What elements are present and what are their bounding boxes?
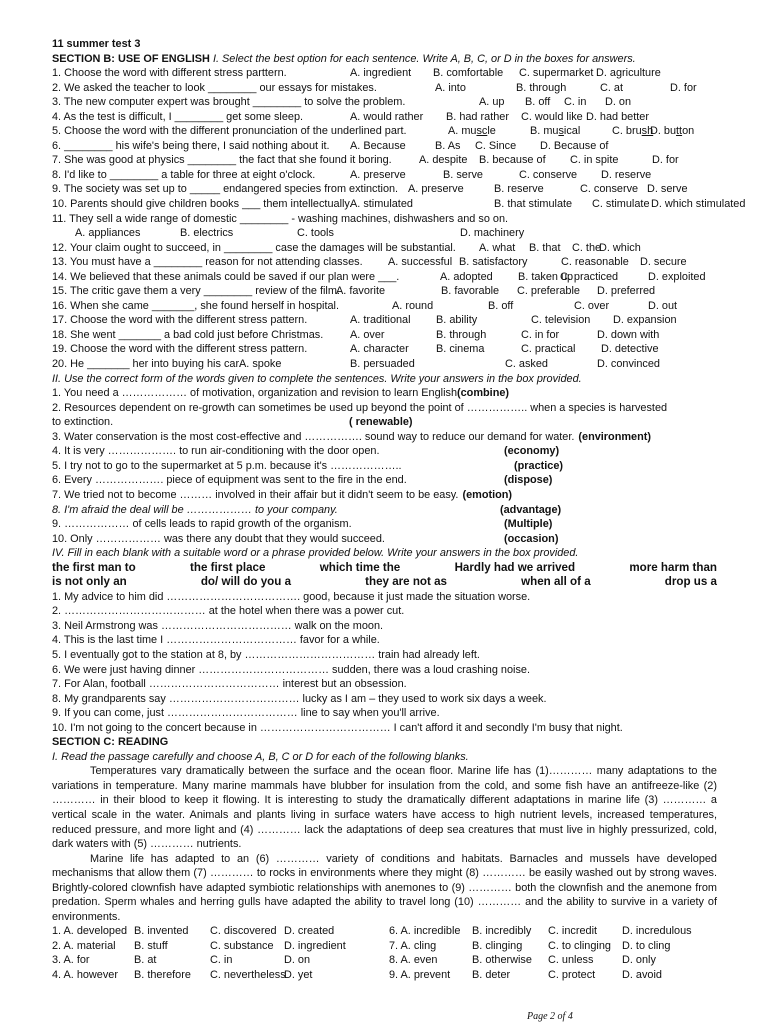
reading-options	[52, 924, 717, 982]
option-a: A. into	[435, 81, 466, 94]
question-line	[52, 357, 717, 372]
option-b: B. ability	[436, 314, 478, 327]
fill-blank-item: 6. We were just having dinner ……………………………… sudden, there was a loud crashing noise.	[52, 663, 530, 676]
test-title: 11 summer test 3	[52, 38, 141, 50]
reading-option: C. substance	[210, 939, 274, 952]
option-b: B. comfortable	[433, 67, 504, 80]
option-d: D. for	[670, 81, 697, 94]
word-form-text: 2. Resources dependent on re-growth can sometimes be used up beyond the point of …………….. when a species is harvested	[52, 401, 668, 414]
option-d: D. on	[605, 96, 632, 109]
section-c-instruction: I. Read the passage carefully and choose A, B, C or D for each of the following blanks.	[52, 750, 469, 763]
option-d: D. serve	[647, 183, 688, 196]
option-b: B. serve	[443, 168, 483, 181]
word-form-line	[52, 517, 717, 532]
question-line	[52, 182, 717, 197]
question-stem: 13. You must have a ________ reason for not attending classes.	[52, 256, 363, 269]
option-b: B. favorable	[441, 285, 500, 298]
reading-option: B. deter	[472, 969, 511, 981]
word-form-root: (practice)	[514, 459, 564, 472]
option-c: C. the	[572, 241, 602, 254]
fill-blank-item: 8. My grandparents say ……………………………… lucky as I am – they used to work six days a week.	[52, 692, 547, 705]
section-b-header	[52, 52, 717, 67]
reading-option-row	[52, 953, 717, 968]
option-a: A. preserve	[350, 168, 406, 181]
question-line	[52, 299, 717, 314]
question-stem: 11. They sell a wide range of domestic ________ - washing machines, dishwashers and so on.	[52, 212, 509, 225]
option-a-pre: A. mu	[448, 125, 477, 138]
option-d: D. for	[652, 154, 679, 167]
fill-blank-item: 10. I'm not going to the concert because in ……………………………… I can't afford it and secondly I'm busy that night.	[52, 721, 623, 734]
content-area	[52, 37, 746, 983]
part2-instruction: II. Use the correct form of the words given to complete the sentences. Write your answers in the box provided.	[52, 372, 582, 385]
question-stem: 2. We asked the teacher to look ________ our essays for mistakes.	[52, 81, 377, 94]
question-stem: 19. Choose the word with the different stress pattern.	[52, 343, 308, 356]
option-c-pre: C. bru	[612, 125, 642, 138]
question-stem: 9. The society was set up to _____ endangered species from extinction.	[52, 183, 399, 196]
option-b: B. reserve	[494, 183, 544, 196]
word-form-text: 3. Water conservation is the most cost-effective and ……………. sound way to reduce our demand for water.	[52, 430, 575, 443]
word-form-root: (advantage)	[500, 503, 562, 516]
question-line	[52, 342, 717, 357]
option-d: D. convinced	[597, 358, 660, 371]
question-stem: 20. He _______ her into buying his car.	[52, 358, 242, 371]
option-c: C. Since	[475, 139, 517, 152]
reading-option: B. stuff	[134, 939, 168, 952]
option-c: C. conserve	[580, 183, 639, 196]
option-a: A. favorite	[336, 285, 386, 298]
reading-option: 4. A. however	[52, 969, 118, 981]
question-line	[52, 313, 717, 328]
phrase-option: the first man to	[52, 560, 136, 574]
question-line	[52, 124, 717, 139]
section-b-title: SECTION B: USE OF ENGLISH	[52, 52, 210, 65]
reading-option: C. incredit	[548, 925, 598, 938]
option-c: C. would like	[521, 110, 583, 123]
question-stem: 16. When she came _______, she found herself in hospital.	[52, 299, 339, 312]
option-c: C. stimulate	[592, 198, 650, 211]
option-a: A. despite	[419, 154, 468, 167]
word-form-root: (occasion)	[504, 532, 559, 545]
word-form-root: (emotion)	[462, 488, 513, 501]
reading-option: 7. A. cling	[389, 939, 437, 952]
section-c-title: SECTION C: READING	[52, 736, 169, 749]
option-c: C. in spite	[570, 154, 619, 167]
option-b: B. off	[488, 299, 514, 312]
phrase-option: Hardly had we arrived	[454, 560, 576, 574]
word-form-root: (economy)	[504, 445, 560, 458]
fill-blank-item: 9. If you can come, just ……………………………… line to say when you'll arrive.	[52, 707, 440, 720]
question-line	[52, 197, 746, 212]
part4-instruction: IV. Fill in each blank with a suitable word or a phrase provided below. Write your answers in the box provided.	[52, 547, 579, 560]
option-b: B. through	[516, 81, 567, 94]
option-d: D. reserve	[601, 168, 652, 181]
option-c: C. conserve	[519, 168, 578, 181]
reading-option: 6. A. incredible	[389, 925, 461, 938]
fill-blank-item: 5. I eventually got to the station at 8, by ……………………………… train had already left.	[52, 648, 480, 661]
reading-option: 3. A. for	[52, 954, 90, 967]
option-a: A. round	[392, 299, 434, 312]
option-c	[612, 124, 653, 139]
question-line	[52, 270, 717, 285]
option-a: A. preserve	[408, 183, 464, 196]
option-a	[448, 124, 496, 139]
reading-option: D. avoid	[622, 969, 662, 981]
option-b: B. cinema	[436, 343, 485, 356]
question-stem: 15. The critic gave them a very ________ review of the film.	[52, 285, 340, 298]
reading-option-row	[52, 924, 717, 939]
reading-option: B. at	[134, 954, 157, 967]
option-d-underlined: tt	[676, 125, 683, 138]
question-line	[52, 66, 717, 81]
option-c: C. tools	[297, 227, 334, 240]
option-d-pre: D. bu	[650, 125, 677, 138]
word-form-line	[52, 503, 717, 518]
reading-option: B. invented	[134, 925, 189, 938]
word-form-line	[52, 415, 717, 430]
option-b: B. because of	[479, 154, 546, 167]
reading-paragraph-1: Temperatures vary dramatically between the surface and the ocean floor. Marine life has (1)………… many adaptations to the variations in temperature. Many marine mammals have blubber for insulation from the cold, and some fish have an antifreeze-like (2) ………… in their blood to keep it flowing. It is interesting to study the dramatically different adaptations in marine life (3) ………… a vertical scale in the water. Animals and plants living in surface waters have access to high nutrient levels, increased temperatures, reduced pressure, and more light and (4) ………… lack the adaptations of deep sea creatures that must live in highly pressurized, cold, dark waters with (5) ………… nutrients.	[52, 765, 717, 851]
question-stem: 6. ________ his wife's being there, I said nothing about it.	[52, 139, 330, 152]
option-b: B. persuaded	[350, 358, 415, 371]
question-line	[52, 153, 717, 168]
word-form-text-cont: to extinction.	[52, 416, 114, 429]
phrase-bank-row-1	[52, 561, 717, 576]
question-stem: 7. She was good at physics ________ the fact that she found it boring.	[52, 154, 392, 167]
option-c: C. supermarket	[519, 67, 594, 80]
option-c-underlined: sh	[641, 125, 654, 138]
reading-option: D. to cling	[622, 939, 671, 952]
question-line	[52, 81, 717, 96]
question-stem: 3. The new computer expert was brought ________ to solve the problem.	[52, 96, 406, 109]
phrase-option: more harm than	[629, 560, 717, 574]
option-b-underlined: s	[558, 125, 564, 138]
question-line	[52, 284, 717, 299]
part2-questions	[52, 386, 717, 546]
word-form-text: 10. Only ……………… was there any doubt that they would succeed.	[52, 532, 385, 545]
option-a: A. traditional	[350, 314, 411, 327]
reading-option: D. ingredient	[284, 939, 346, 952]
word-form-text: 4. It is very ………………. to run air-conditioning with the door open.	[52, 445, 380, 458]
reading-option: C. to clinging	[548, 939, 611, 952]
fill-blank-item: 1. My advice to him did ………………………………. good, because it just made the situation worse.	[52, 590, 531, 603]
option-c: C. in	[564, 96, 587, 109]
word-form-root: (environment)	[578, 430, 651, 443]
option-d: D. expansion	[613, 314, 677, 327]
option-a: A. ingredient	[350, 67, 412, 80]
fill-blank-item: 2. ………………………………… at the hotel when there was a power cut.	[52, 605, 405, 618]
reading-option-row	[52, 939, 717, 954]
reading-option: D. only	[622, 954, 656, 967]
reading-option: 9. A. prevent	[389, 969, 451, 981]
word-form-text: 7. We tried not to become ……… involved in their affair but it didn't seem to be easy.	[52, 488, 459, 501]
word-form-text: 9. ……………… of cells leads to rapid growth of the organism.	[52, 518, 352, 531]
question-stem: 12. Your claim ought to succeed, in ________ case the damages will be substantial.	[52, 241, 456, 254]
option-d: D. out	[648, 299, 678, 312]
question-line	[52, 241, 717, 256]
question-line	[52, 328, 717, 343]
option-a: A. successful	[388, 256, 453, 269]
option-b: B. satisfactory	[459, 256, 528, 269]
option-b: B. off	[525, 96, 551, 109]
word-form-root: (Multiple)	[504, 518, 553, 531]
option-a: A. what	[479, 241, 516, 254]
option-d: D. agriculture	[596, 67, 661, 80]
phrase-option: the first place	[190, 560, 266, 574]
word-form-root: ( renewable)	[349, 416, 413, 429]
option-c: C. over	[574, 299, 610, 312]
option-b	[530, 124, 580, 139]
reading-option: D. yet	[284, 969, 313, 981]
word-form-line	[52, 444, 717, 459]
option-c: C. television	[531, 314, 591, 327]
part4-questions	[52, 590, 717, 735]
word-form-line	[52, 532, 717, 547]
word-form-root: (dispose)	[504, 474, 553, 487]
question-stem: 10. Parents should give children books ___ them intellectually.	[52, 198, 353, 211]
reading-option: B. otherwise	[472, 954, 532, 967]
question-line	[52, 110, 717, 125]
option-c: C. preferable	[517, 285, 580, 298]
options-line	[52, 226, 717, 241]
option-c: C. asked	[505, 358, 548, 371]
option-b: B. had rather	[446, 110, 509, 123]
option-d-post: on	[682, 125, 695, 138]
option-d: D. secure	[640, 256, 687, 269]
question-line	[52, 95, 717, 110]
word-form-line	[52, 401, 717, 416]
option-b-post: ical	[563, 125, 581, 138]
question-stem: 14. We believed that these animals could be saved if our plan were ___.	[52, 270, 400, 283]
word-form-text: 5. I try not to go to the supermarket at 5 p.m. because it's ………………..	[52, 459, 402, 472]
option-d: D. down with	[597, 328, 660, 341]
option-d: D. preferred	[597, 285, 656, 298]
option-c: C. practiced	[560, 270, 619, 283]
option-a: A. up	[479, 96, 505, 109]
option-a: A. stimulated	[350, 198, 413, 211]
reading-option: B. incredibly	[472, 925, 532, 938]
option-b: B. As	[435, 139, 461, 152]
reading-option: 8. A. even	[389, 954, 438, 967]
option-a: A. appliances	[75, 227, 141, 240]
option-a: A. character	[350, 343, 409, 356]
reading-option: C. discovered	[210, 925, 277, 938]
reading-paragraph-2: Marine life has adapted to an (6) ………… variety of conditions and habitats. Barnacles and mussels have developed mechanisms that allow them (7) ………… to rocks in environments where they might (8) ………… be easily washed out by strong waves. Brightly-colored clownfish have adapted symbiotic relationships with anemones to (9) ………… both the clownfish and the anemone from predation. Sperm whales and herring gulls have adapted the ability to travel long (10) ………… and the ability to survive in a variety of environments.	[52, 852, 717, 923]
phrase-bank-row-2	[52, 575, 717, 590]
option-c: C. reasonable	[561, 256, 629, 269]
option-d: D. machinery	[460, 227, 525, 240]
option-d	[650, 124, 694, 139]
question-stem: 8. I'd like to ________ a table for three at eight o'clock.	[52, 168, 316, 181]
question-line	[52, 212, 717, 227]
option-b-pre: B. mu	[530, 125, 559, 138]
option-b: B. taken up	[518, 270, 574, 283]
word-form-text: 1. You need a ……………… of motivation, organization and revision to learn English.	[52, 387, 461, 400]
option-d: D. had better	[586, 110, 649, 123]
question-stem: 17. Choose the word with the different stress pattern.	[52, 314, 308, 327]
word-form-line	[52, 473, 717, 488]
part1-instruction: I. Select the best option for each sentence. Write A, B, C, or D in the boxes for answers.	[212, 52, 636, 65]
phrase-option: which time the	[319, 560, 401, 574]
phrase-option: when all of a	[521, 575, 591, 589]
option-a: A. spoke	[239, 358, 282, 371]
reading-option: C. nevertheless	[210, 969, 286, 981]
option-d: D. exploited	[648, 270, 706, 283]
reading-option: 1. A. developed	[52, 925, 128, 938]
option-c: C. in for	[521, 328, 560, 341]
reading-option: C. in	[210, 954, 233, 967]
reading-option: D. created	[284, 925, 335, 938]
option-a: A. adopted	[440, 270, 493, 283]
option-c: C. at	[600, 81, 623, 94]
option-a-underlined: sc	[476, 125, 488, 138]
word-form-root: (combine)	[457, 387, 510, 400]
option-b: B. that stimulate	[494, 198, 573, 211]
option-a: A. would rather	[350, 110, 424, 123]
option-b: B. electrics	[180, 227, 234, 240]
question-line	[52, 168, 717, 183]
fill-blank-item: 7. For Alan, football ……………………………… interest but an obsession.	[52, 678, 407, 691]
option-d: D. detective	[601, 343, 659, 356]
question-stem: 1. Choose the word with different stress parttern.	[52, 67, 287, 80]
reading-option-row	[52, 968, 717, 983]
word-form-line	[52, 459, 717, 474]
question-stem: 5. Choose the word with the different pronunciation of the underlined part.	[52, 125, 407, 138]
word-form-line	[52, 488, 717, 503]
phrase-option: is not only an	[52, 575, 127, 589]
question-line	[52, 139, 717, 154]
question-line	[52, 255, 717, 270]
option-d: D. Because of	[540, 139, 609, 152]
reading-option: D. on	[284, 954, 311, 967]
question-stem: 4. As the test is difficult, I ________ get some sleep.	[52, 110, 304, 123]
reading-option: 2. A. material	[52, 939, 116, 952]
phrase-option: they are not as	[365, 575, 447, 589]
phrase-option: do/ will do you a	[200, 575, 292, 589]
word-form-text: 6. Every ………………. piece of equipment was sent to the fire in the end.	[52, 474, 407, 487]
fill-blank-item: 3. Neil Armstrong was ……………………………… walk on the moon.	[52, 619, 384, 632]
part1-questions	[52, 66, 746, 371]
page-number: Page 2 of 4	[527, 1011, 573, 1022]
word-form-line	[52, 430, 717, 445]
option-d: D. which stimulated	[651, 198, 746, 211]
reading-option: B. clinging	[472, 939, 523, 952]
option-b: B. through	[436, 328, 487, 341]
option-a: A. over	[350, 328, 385, 341]
option-b: B. that	[529, 241, 561, 254]
question-stem: 18. She went _______ a bad cold just before Christmas.	[52, 328, 324, 341]
reading-option: C. unless	[548, 954, 594, 967]
fill-blank-item: 4. This is the last time I ……………………………… favor for a while.	[52, 634, 380, 647]
option-a-post: le	[487, 125, 496, 138]
phrase-option: drop us a	[664, 575, 717, 589]
reading-option: C. protect	[548, 969, 596, 981]
reading-option: D. incredulous	[622, 925, 692, 938]
option-a: A. Because	[350, 139, 406, 152]
option-d: D. which	[599, 241, 641, 254]
word-form-line	[52, 386, 717, 401]
reading-option: B. therefore	[134, 969, 191, 981]
option-c: C. practical	[521, 343, 576, 356]
word-form-text: 8. I'm afraid the deal will be ……………… to your company.	[52, 503, 338, 516]
